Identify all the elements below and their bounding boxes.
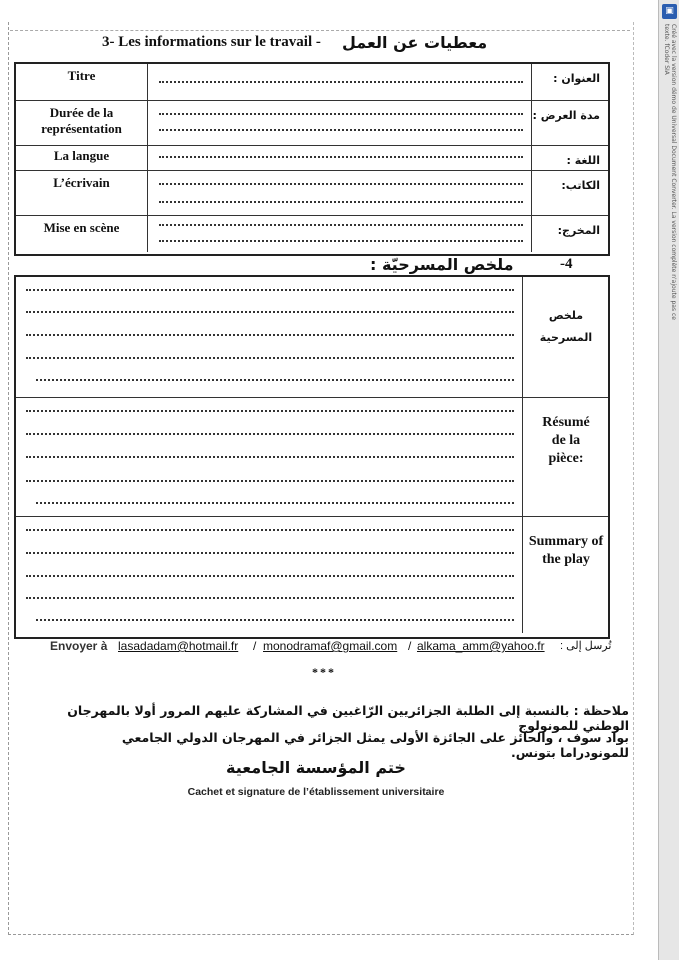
work-info-table [14,62,610,256]
summary-field[interactable] [16,398,523,516]
info-label-ar: العنوان : [553,72,600,85]
note-line-1: ملاحظة : بالنسبة إلى الطلبة الجزائريين الرّاغبين في المشاركة عليهم المرور أولا بالمهرجان الوطني للمونولوج [67,703,629,733]
summary-field[interactable] [16,277,523,397]
converter-sidebar [658,0,679,960]
info-label-fr: Durée de la représentation [16,101,148,145]
info-field[interactable] [149,64,532,100]
info-field[interactable] [149,171,532,215]
separator-stars: *** [312,665,336,679]
email-link[interactable]: monodramaf@gmail.com [263,639,398,653]
info-row-director [16,216,608,252]
info-row-title [16,64,608,101]
note-line-2: بواد سوف ، والحائز على الجائزة الأولى يمثل الجزائر في المهرجان الدولي الجامعي للمونودراما بتونس. [121,730,629,760]
summary-field[interactable] [16,517,523,633]
stamp-title-ar: ختم المؤسسة الجامعية [226,758,406,777]
info-field[interactable] [149,146,532,170]
section4-number: -4 [560,256,573,272]
top-divider [10,30,630,31]
section3-title-fr: 3- Les informations sur le travail - [102,34,321,50]
info-label-fr: L’écrivain [16,171,148,215]
converter-logo-icon: ▣ [662,4,677,19]
info-row-writer [16,171,608,216]
email-link[interactable]: alkama_amm@yahoo.fr [417,639,545,653]
info-label-fr: Mise en scène [16,216,148,252]
summary-block-en [16,517,608,633]
summary-label-ar: ملخص المسرحية [539,309,593,344]
converter-watermark-text: Créé avec la version démo de Universal Document Converter. La version complète n'ajoute pas ce texte. fCoder SIA [663,24,677,320]
section4-title-ar: ملخص المسرحيّة : [370,255,514,274]
summary-label-en: Summary of the play [528,534,604,567]
email-link[interactable]: lasadadam@hotmail.fr [118,639,239,653]
info-row-language [16,146,608,171]
email-separator: / [408,639,412,653]
info-label-ar: الكاتب: [561,179,600,192]
info-field[interactable] [149,216,532,252]
info-row-duration [16,101,608,146]
info-label-ar: المخرج: [557,224,600,237]
email-separator: / [253,639,257,653]
summary-table [14,275,610,639]
section3-title-ar: معطيات عن العمل [342,33,488,52]
summary-block-ar [16,277,608,398]
send-label-fr: Envoyer à [50,639,108,653]
info-label-ar: مدة العرض : [532,109,600,122]
info-label-fr: Titre [16,64,148,100]
send-label-ar: تُرسل إلى : [560,640,612,652]
info-label-fr: La langue [16,146,148,170]
info-label-ar: اللغة : [566,154,600,167]
summary-label-fr: Résumé de la pièce: [542,415,590,466]
info-field[interactable] [149,101,532,145]
summary-block-fr [16,398,608,517]
stamp-title-fr: Cachet et signature de l’établissement universitaire [187,786,445,798]
